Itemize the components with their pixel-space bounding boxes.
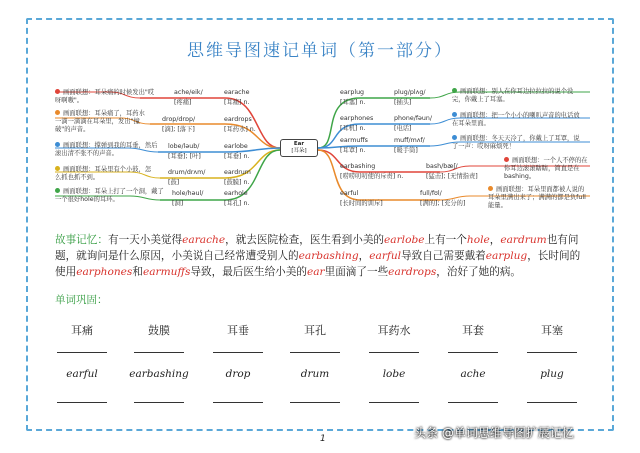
- target-word: eardrops: [224, 116, 252, 123]
- root-word: drum/drʌm/: [168, 169, 206, 176]
- target-word: earbashing: [340, 163, 376, 170]
- root-meaning: [猛击]; [无情指责]: [426, 173, 478, 180]
- story-label: 故事记忆：: [55, 234, 108, 246]
- green-dot-icon: [452, 88, 457, 93]
- target-word: earful: [340, 190, 359, 197]
- story-text: 有: [107, 234, 119, 246]
- green-dot-icon: [55, 188, 60, 193]
- review-english-word: drum: [300, 368, 330, 380]
- target-meaning: [唠唠叨叨使的斥责] n.: [340, 173, 404, 180]
- answer-blank[interactable]: [369, 402, 419, 403]
- association-note: 画面联想：耳朵上打了一个洞，戴了一个很好hole的耳环。: [55, 188, 164, 203]
- red-dot-icon: [504, 157, 509, 162]
- root-word: muff/mʌf/: [394, 137, 425, 144]
- story-text: 导致自己需要戴着: [401, 250, 486, 262]
- answer-blank[interactable]: [134, 402, 184, 403]
- review-english-word: ache: [460, 368, 486, 380]
- answer-blank[interactable]: [57, 352, 107, 353]
- target-meaning: [耳垂] n.: [224, 153, 250, 160]
- story-text: 一天小美觉得: [118, 234, 183, 246]
- highlighted-word: eardrops: [388, 266, 437, 278]
- target-meaning: [耳孔] n.: [224, 200, 250, 207]
- target-word: earphones: [340, 115, 374, 122]
- root-meaning: [鼓]: [168, 179, 180, 186]
- story-text: 上有一个: [424, 234, 467, 246]
- root-meaning: [耳垂]; [叶]: [168, 153, 201, 160]
- target-meaning: [耳痛] n.: [224, 99, 250, 106]
- center-node: Ear [耳朵]: [280, 139, 318, 157]
- target-word: earmuffs: [340, 137, 368, 144]
- story-text: 里面滴了一些: [324, 266, 389, 278]
- root-meaning: [满的]; [充分的]: [420, 200, 466, 207]
- root-word: drop/drɒp/: [162, 116, 196, 123]
- answer-blank[interactable]: [213, 402, 263, 403]
- association-note: 画面联想：别人在你耳边拉拉拉的说个没完，你戴上了耳塞。: [452, 88, 574, 103]
- review-chinese-word: 耳孔: [304, 324, 326, 337]
- target-word: earlobe: [224, 143, 248, 150]
- red-dot-icon: [55, 89, 60, 94]
- review-chinese-word: 耳药水: [377, 324, 411, 337]
- blue-dot-icon: [55, 142, 60, 147]
- association-note: 画面联想：撑弹到我的耳垂，然后滚出清不张不的声音。: [55, 142, 158, 157]
- story-text: 导致，最后医生给小美的: [190, 266, 307, 278]
- target-meaning: [耳机] n.: [340, 125, 366, 132]
- review-chinese-word: 鼓膜: [148, 324, 170, 337]
- target-word: earhole: [224, 190, 248, 197]
- answer-blank[interactable]: [527, 402, 577, 403]
- root-word: plug/plʌg/: [394, 89, 426, 96]
- root-meaning: [电话]: [394, 125, 412, 132]
- review-chinese-word: 耳套: [462, 324, 484, 337]
- association-note: 画面联想：一个人不停的在你耳边滚滚瞎瞎，简直是在bashing。: [504, 157, 588, 180]
- association-note: 画面联想：耳朵里有个小鼓，怎么抓也抓不到。: [55, 166, 152, 181]
- review-english-word: plug: [540, 368, 564, 380]
- root-meaning: [疼痛]: [174, 99, 192, 106]
- story-text: ，: [489, 234, 501, 246]
- answer-blank[interactable]: [527, 352, 577, 353]
- root-word: full/fʊl/: [420, 190, 442, 197]
- review-english-word: lobe: [382, 368, 406, 380]
- target-word: earplug: [340, 89, 365, 96]
- association-note: 画面联想：把一个小小的喇叭声音的电话放在耳朵里面。: [452, 112, 580, 127]
- yellow-dot-icon: [55, 166, 60, 171]
- story-text: ，就去医院检查，医生看到小美的: [225, 234, 385, 246]
- review-english-word: earbashing: [129, 368, 189, 380]
- orange-dot-icon: [55, 110, 60, 115]
- review-english-word: earful: [66, 368, 98, 380]
- story-text: ，: [358, 250, 370, 262]
- review-english-word: drop: [225, 368, 251, 380]
- story-text: 也有问题，就询问是什么原因，小美说自己经常遭受别人的: [55, 234, 579, 262]
- answer-blank[interactable]: [213, 352, 263, 353]
- answer-blank[interactable]: [57, 402, 107, 403]
- review-chinese-word: 耳塞: [541, 324, 563, 337]
- root-word: bash/bæʃ/: [426, 163, 458, 170]
- target-meaning: [长时间的训斥]: [340, 200, 383, 207]
- answer-blank[interactable]: [448, 402, 498, 403]
- root-meaning: [洞]: [172, 200, 184, 207]
- target-meaning: [耳药水] n.: [224, 126, 256, 133]
- story-text: ，治好了她的病。: [436, 266, 522, 278]
- highlighted-word: earplug: [485, 250, 528, 262]
- review-chinese-word: 耳垂: [227, 324, 249, 337]
- story-body: [55, 234, 580, 278]
- highlighted-word: earlobe: [384, 234, 425, 246]
- review-chinese-word: 耳痛: [71, 324, 93, 337]
- page-number: 1: [320, 434, 326, 444]
- highlighted-word: eardrum: [500, 234, 547, 246]
- highlighted-word: earful: [369, 250, 402, 262]
- story-text: 和: [132, 266, 143, 278]
- story-text: ，长时间的使用: [55, 250, 581, 278]
- page-title: 思维导图速记单词（第一部分）: [187, 41, 453, 61]
- watermark: 头条 @单词思维导图扩展记忆: [414, 426, 574, 440]
- highlighted-word: earbashing: [298, 250, 359, 262]
- root-word: ache/eik/: [174, 89, 203, 96]
- review-label: 单词巩固：: [55, 294, 108, 306]
- highlighted-word: hole: [466, 234, 490, 246]
- answer-blank[interactable]: [448, 352, 498, 353]
- root-word: phone/fəun/: [394, 115, 433, 122]
- answer-blank[interactable]: [290, 402, 340, 403]
- root-meaning: [滴]; [落下]: [162, 126, 195, 133]
- target-meaning: [耳罩] n.: [340, 147, 366, 154]
- answer-blank[interactable]: [369, 352, 419, 353]
- orange-dot-icon: [488, 186, 493, 191]
- answer-blank[interactable]: [134, 352, 184, 353]
- blue-dot-icon: [452, 135, 457, 140]
- target-meaning: [鼓膜] n.: [224, 179, 250, 186]
- root-word: lobe/ləub/: [168, 143, 200, 150]
- root-meaning: [暖手筒]: [394, 147, 418, 154]
- root-meaning: [插头]: [394, 99, 412, 106]
- association-note: 画面联想：耳朵里面都被人说的耳朵里满出来了；满满的都是负full能量。: [488, 186, 586, 209]
- highlighted-word: earache: [182, 234, 226, 246]
- target-word: eardrum: [224, 169, 251, 176]
- highlighted-word: earphones: [76, 266, 133, 278]
- highlighted-word: earmuffs: [142, 266, 191, 278]
- target-word: earache: [224, 89, 250, 96]
- highlighted-word: ear: [306, 266, 325, 278]
- association-note: 画面联想：耳朵痛的时候发出"哎呀啊嗷"。: [55, 89, 155, 104]
- association-note: 画面联想：冬天天冷了，你戴上了耳罩，说了一声：哎呀麻烦死！: [452, 135, 580, 150]
- target-meaning: [耳塞] n.: [340, 99, 366, 106]
- answer-blank[interactable]: [290, 352, 340, 353]
- root-word: hole/həul/: [172, 190, 204, 197]
- blue-dot-icon: [452, 112, 457, 117]
- story-paragraph: [55, 232, 590, 280]
- association-note: 画面联想：耳朵痛了，耳药水一滴一滴滴在耳朵里，发出"撞破"的声音。: [55, 110, 145, 133]
